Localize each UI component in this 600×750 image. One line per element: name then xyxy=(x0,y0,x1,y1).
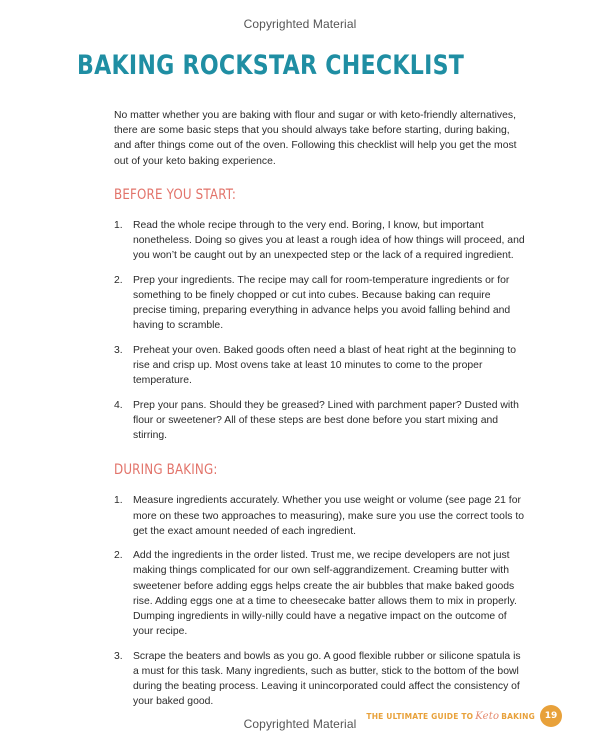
list-text: Read the whole recipe through to the very end. Boring, I know, but important nonetheless. Doing so gives you at least a rough idea of how things will proceed, and you won’t be caught out by an unexpected step or the lack of a required ingredient. xyxy=(133,219,525,262)
list-number: 3. xyxy=(114,344,123,356)
list-item xyxy=(114,649,526,710)
intro-paragraph: No matter whether you are baking with flour and sugar or with keto-friendly alternatives, there are some basic steps that you should always take before starting, during baking, and after things come out of the oven. Following this checklist will help you get the most out of your keto baking experience. xyxy=(114,110,517,167)
page-body xyxy=(114,108,526,719)
list-text: Prep your ingredients. The recipe may call for room-temperature ingredients or for something to be finely chopped or cut into cubes. Because baking can require precise timing, preparing everything in advance helps you avoid falling behind and having to scramble. xyxy=(133,274,511,332)
during-checklist xyxy=(114,493,526,709)
list-item xyxy=(114,343,526,389)
list-number: 4. xyxy=(114,399,123,411)
list-number: 1. xyxy=(114,495,123,507)
list-text: Scrape the beaters and bowls as you go. A good flexible rubber or silicone spatula is a must for this task. Many ingredients, such as butter, stick to the bottom of the bowl during the beating process. Leaving it unincorporated could affect the consistency of your baked good. xyxy=(133,650,521,708)
list-text: Preheat your oven. Baked goods often need a blast of heat right at the beginning to rise and crisp up. Most ovens take at least 10 minutes to come to the proper temperature. xyxy=(133,344,516,387)
page-title: BAKING ROCKSTAR CHECKLIST xyxy=(77,50,465,81)
list-number: 2. xyxy=(114,274,123,286)
section-heading-before: BEFORE YOU START: xyxy=(114,186,237,203)
watermark-top: Copyrighted Material xyxy=(243,17,357,31)
section-heading-during: DURING BAKING: xyxy=(114,462,218,479)
footer-keto-word: Keto xyxy=(475,710,500,722)
watermark-bottom: Copyrighted Material xyxy=(243,717,357,731)
footer-title-end: BAKING xyxy=(501,711,535,721)
list-text: Measure ingredients accurately. Whether you use weight or volume (see page 21 for more on these two approaches to measuring), make sure you use the correct tools to get the exact amount needed of each ingredient. xyxy=(133,495,525,537)
list-item xyxy=(114,548,526,639)
before-checklist xyxy=(114,218,526,444)
footer-title-start: THE ULTIMATE GUIDE TO xyxy=(366,711,474,721)
list-item xyxy=(114,218,526,264)
list-text: Add the ingredients in the order listed. Trust me, we recipe developers are not just making things complicated for our own self-aggrandizement. Creaming butter with sweetener before adding eggs helps create the air bubbles that make baked goods rise. Adding eggs one at a time to cheesecake batter allows them to mix in properly. Dumping ingredients in willy-nilly could have a negative impact on the outcome of your recipe. xyxy=(133,550,517,638)
list-number: 2. xyxy=(114,550,123,562)
list-item xyxy=(114,273,526,334)
page-number-badge: 19 xyxy=(540,705,562,727)
list-item xyxy=(114,493,526,539)
list-text: Prep your pans. Should they be greased? Lined with parchment paper? Dusted with flour or sweetener? All of these steps are best done before you start mixing and stirring. xyxy=(133,399,519,442)
list-number: 1. xyxy=(114,219,123,231)
list-number: 3. xyxy=(114,650,123,662)
list-item xyxy=(114,398,526,444)
